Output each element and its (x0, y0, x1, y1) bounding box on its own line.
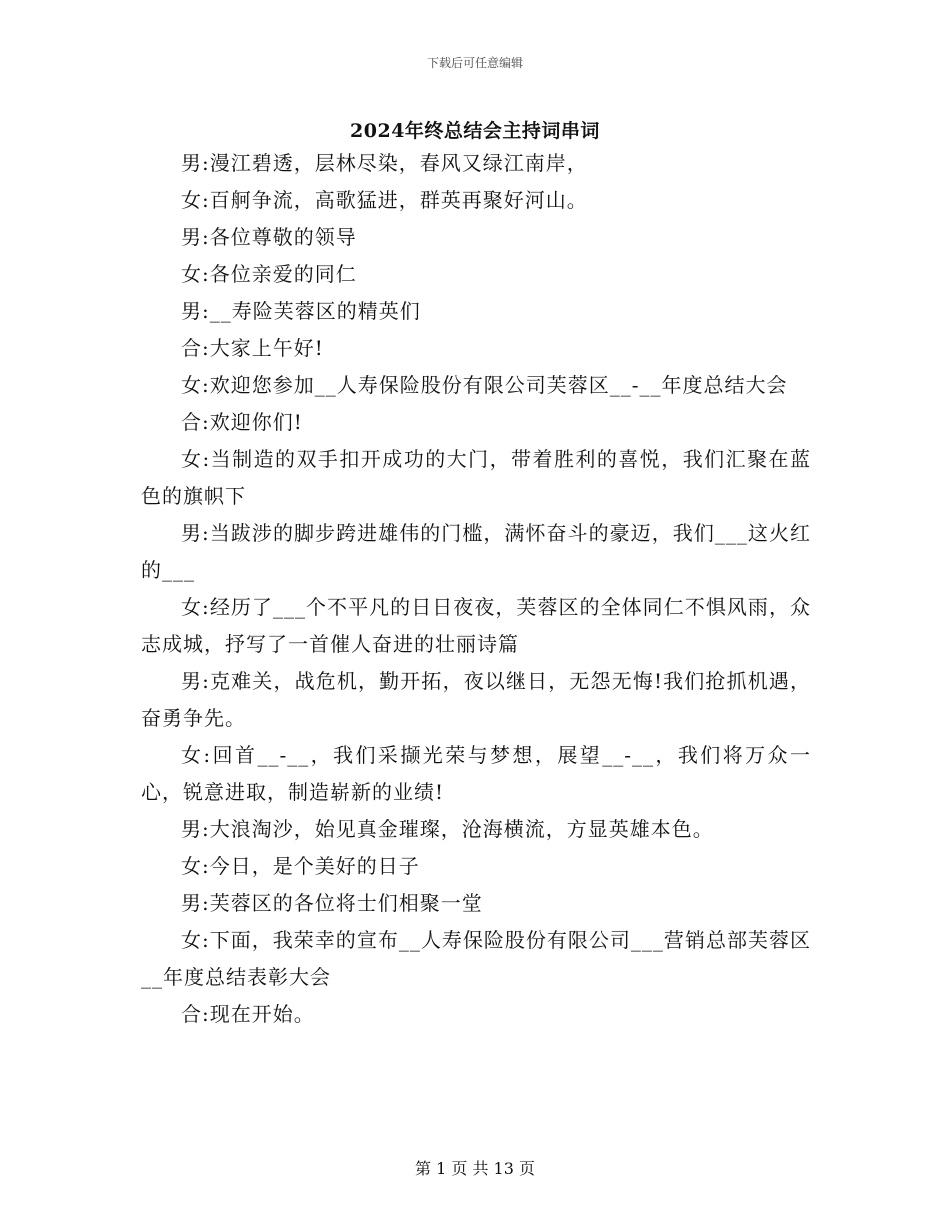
document-body (141, 145, 811, 1033)
script-line: 女:回首__-__，我们采撷光荣与梦想，展望__-__，我们将万众一心，锐意进取，制造崭新的业绩! (141, 743, 811, 804)
script-line: 女:百舸争流，高歌猛进，群英再聚好河山。 (181, 188, 588, 212)
header-note: 下载后可任意编辑 (426, 56, 523, 70)
script-line: 女:各位亲爱的同仁 (181, 262, 357, 286)
script-line: 合:欢迎你们! (181, 410, 303, 434)
script-line: 男:克难关，战危机，勤开拓，夜以继日，无怨无悔!我们抢抓机遇，奋勇争先。 (141, 669, 811, 730)
page-number-footer: 第 1 页 共 13 页 (415, 1159, 535, 1178)
script-line: 男:大浪淘沙，始见真金璀璨，沧海横流，方显英雄本色。 (181, 817, 714, 841)
script-line: 男:当跋涉的脚步跨进雄伟的门槛，满怀奋斗的豪迈，我们___这火红的___ (141, 521, 811, 582)
script-line: 女:今日，是个美好的日子 (181, 854, 420, 878)
script-line: 女:经历了___个不平凡的日日夜夜，芙蓉区的全体同仁不惧风雨，众志成城，抒写了一首催人奋进的壮丽诗篇 (141, 595, 811, 656)
script-line: 男:芙蓉区的各位将士们相聚一堂 (181, 891, 483, 915)
script-line: 男:__寿险芙蓉区的精英们 (181, 299, 421, 323)
script-line: 男:各位尊敬的领导 (181, 225, 357, 249)
script-line: 男:漫江碧透，层林尽染，春风又绿江南岸， (181, 151, 588, 175)
script-line: 合:现在开始。 (181, 1002, 315, 1026)
script-line: 合:大家上午好! (181, 336, 324, 360)
script-line: 女:下面，我荣幸的宣布__人寿保险股份有限公司___营销总部芙蓉区__年度总结表彰大会 (141, 928, 811, 989)
script-line: 女:欢迎您参加__人寿保险股份有限公司芙蓉区__-__年度总结大会 (181, 373, 788, 397)
document-title: 2024年终总结会主持词串词 (350, 120, 600, 142)
script-line: 女:当制造的双手扣开成功的大门，带着胜利的喜悦，我们汇聚在蓝色的旗帜下 (141, 447, 811, 508)
